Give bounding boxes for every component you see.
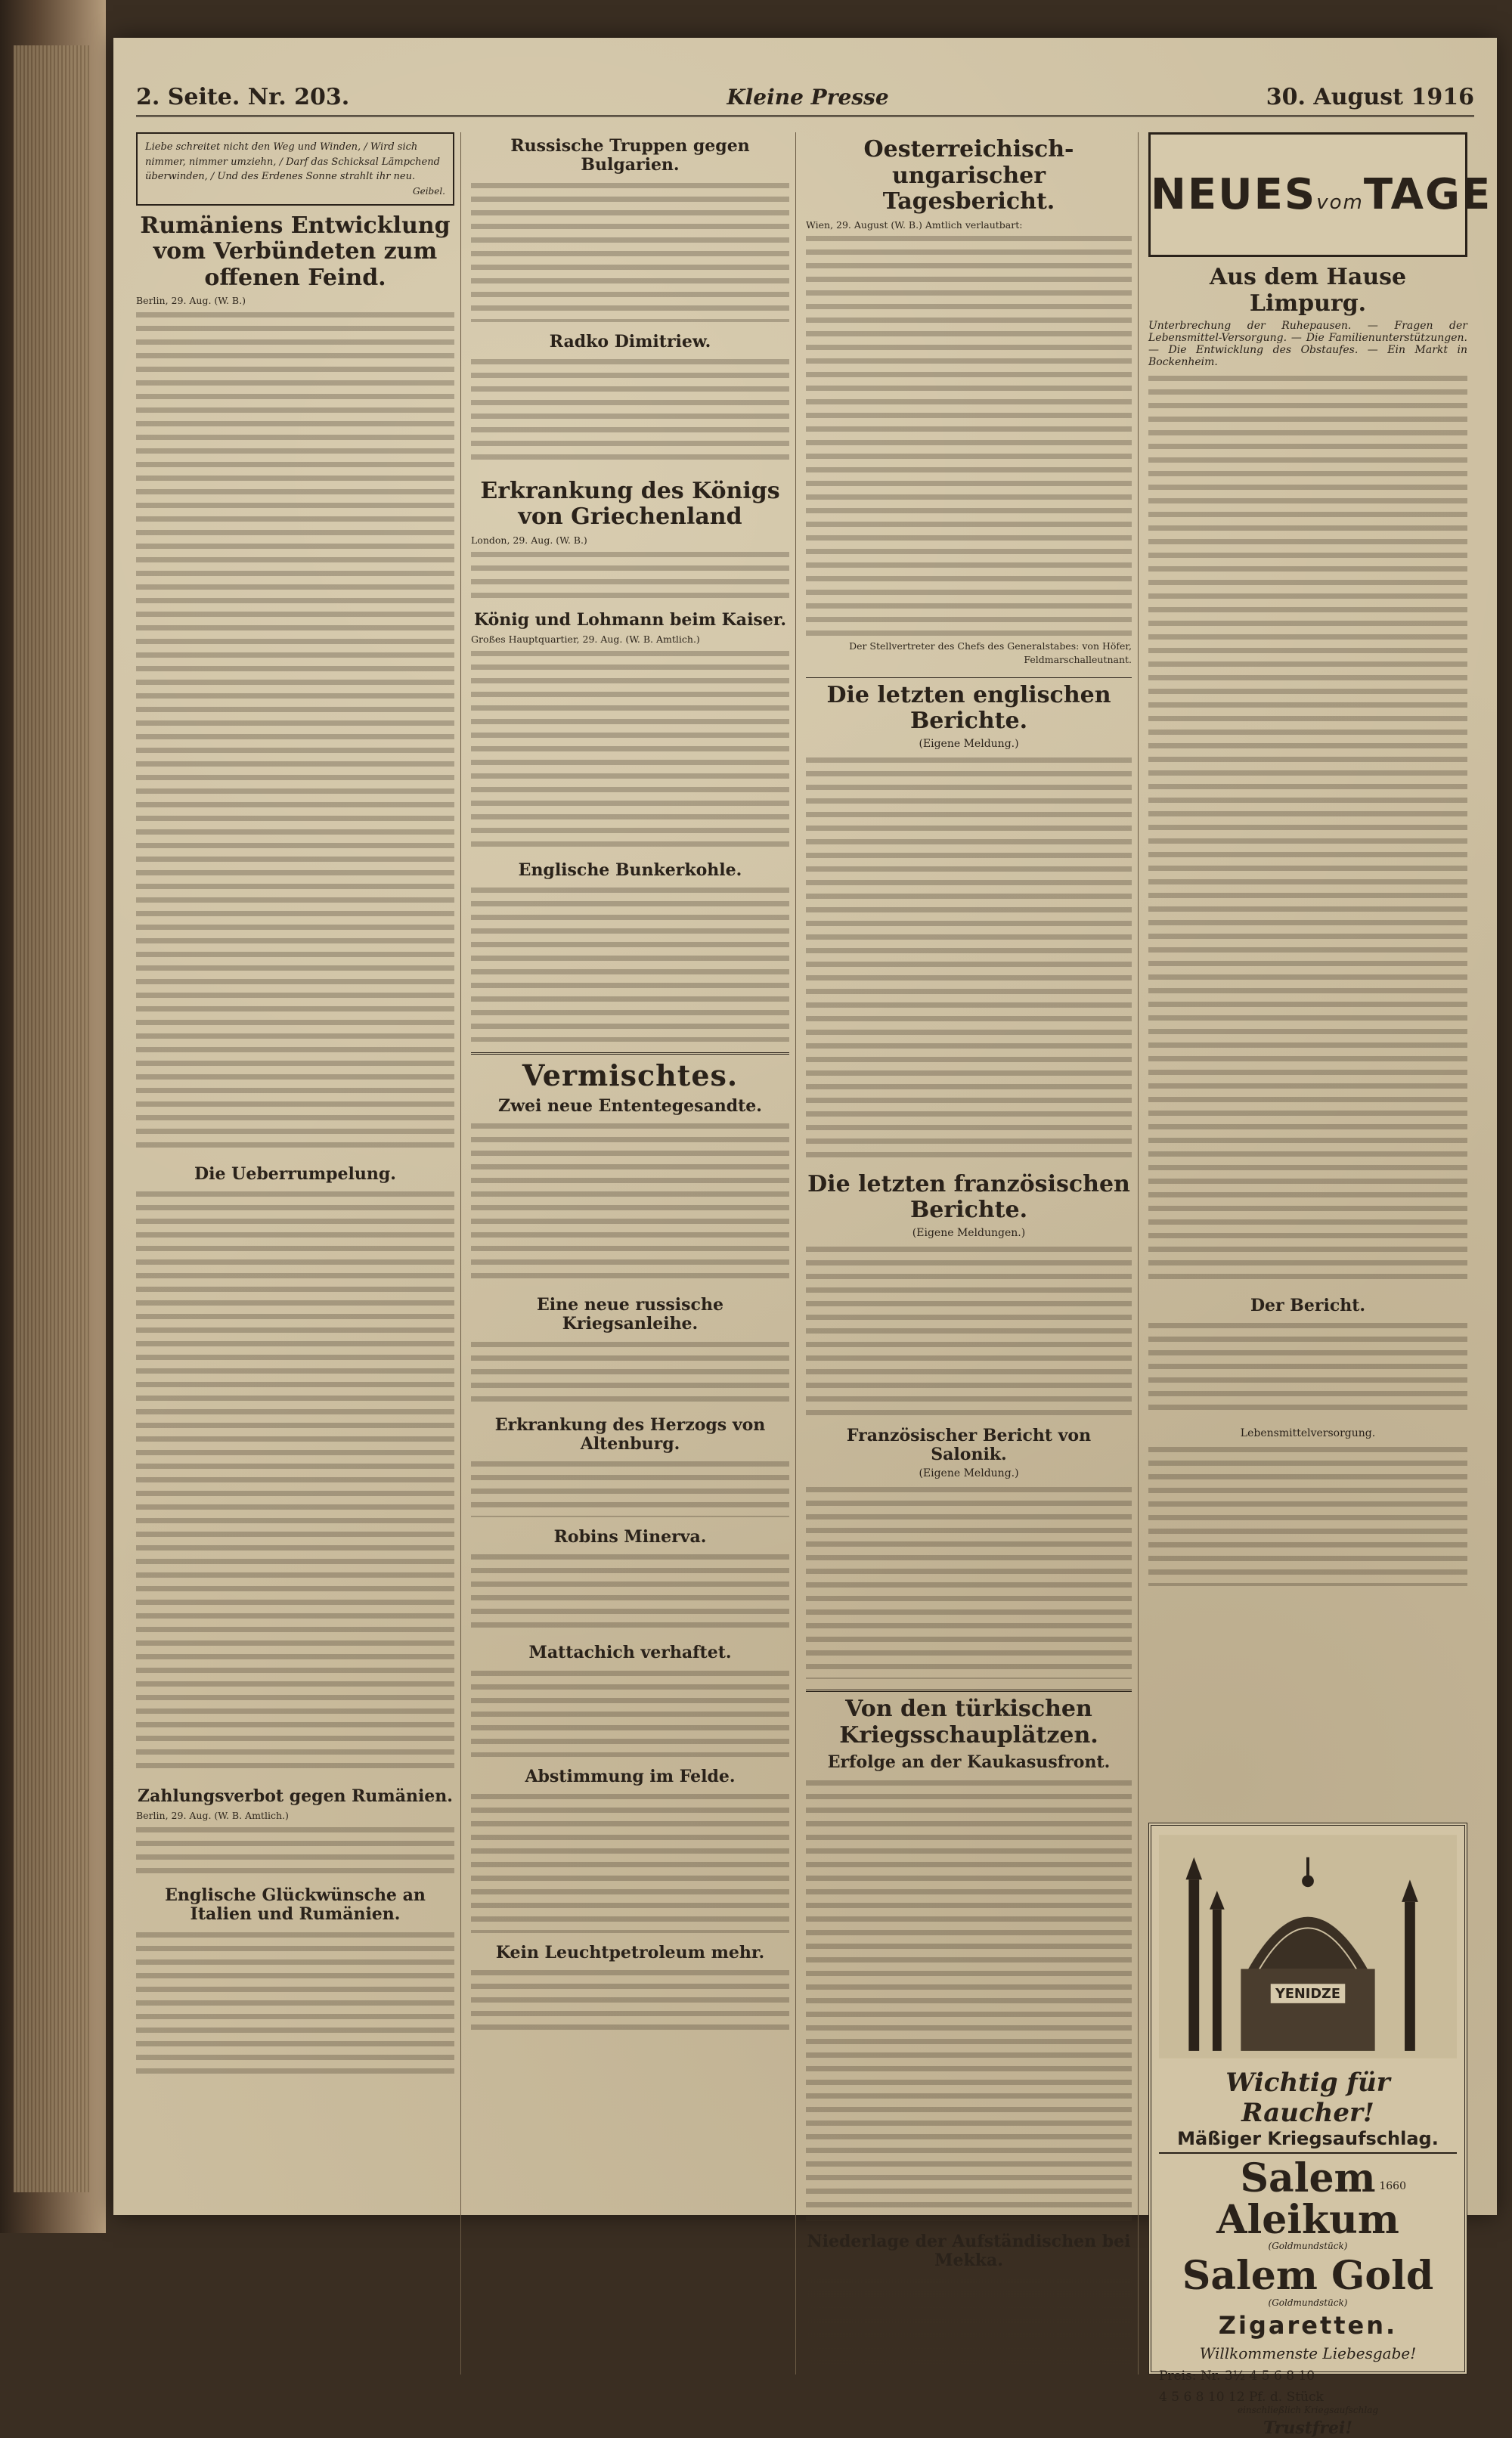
article-body <box>471 646 789 850</box>
headline: Robins Minerva. <box>553 1527 707 1547</box>
dateline: Berlin, 29. Aug. (W. B.) <box>136 295 246 306</box>
ad-headline: Wichtig für Raucher! <box>1225 2068 1390 2129</box>
headline: Niederlage der Aufständischen bei Mekka. <box>807 2231 1131 2270</box>
page-edges <box>14 45 89 2192</box>
article-body <box>806 2273 1132 2364</box>
article-body <box>1148 1442 1467 1586</box>
poem-author: Geibel. <box>413 185 445 197</box>
article-body <box>136 1187 454 1777</box>
headline: Erkrankung des Herzogs von Altenburg. <box>494 1414 766 1454</box>
article-body <box>471 547 789 600</box>
section-title: Vermischtes. <box>522 1058 739 1092</box>
article-body <box>471 1457 789 1517</box>
article-englische-berichte <box>806 683 1132 1161</box>
article-limpurg <box>1148 265 1467 1286</box>
headline: Zahlungsverbot gegen Rumänien. <box>138 1786 453 1807</box>
headline: Die Ueberrumpelung. <box>194 1163 396 1184</box>
subheadline: Erfolge an der Kaukasusfront. <box>827 1752 1111 1773</box>
article-ententegesandte <box>471 1097 789 1285</box>
article-tuerkische-kriegsschauplaetze <box>806 1696 1132 2221</box>
poem-text: Liebe schreitet nicht den Weg und Winden, / Wird sich nimmer, nimmer umziehn, / Darf das Schicksal Lämpchend überwinden, / Und des Erdenes Sonne strahlt ihr neu. <box>145 141 440 182</box>
section-divider <box>471 1052 789 1055</box>
article-dimitriew <box>471 333 789 468</box>
article-leuchtpetroleum <box>471 1944 789 2034</box>
article-body <box>806 1776 1132 2222</box>
article-rumaenien <box>136 213 454 1154</box>
article-body <box>471 1666 789 1757</box>
article-body <box>136 1823 454 1876</box>
subline: (Eigene Meldung.) <box>919 1467 1019 1480</box>
article-griechenland <box>471 479 789 600</box>
headline: Die letzten englischen Berichte. <box>826 681 1111 735</box>
headline: Mattachich verhaftet. <box>528 1643 732 1663</box>
dateline: Wien, 29. August (W. B.) Amtlich verlautbart: <box>806 218 1023 231</box>
article-ueberrumpelung <box>136 1165 454 1777</box>
price-row <box>1159 2368 1457 2384</box>
article-body <box>1148 371 1467 1286</box>
yenidze-factory-illustration <box>1159 1833 1457 2060</box>
price-numbers: Preis: Nr. 3½ 4 5 6 8 10 <box>1159 2368 1315 2384</box>
dateline: Berlin, 29. Aug. (W. B. Amtlich.) <box>136 1810 289 1822</box>
newspaper-name: Kleine Presse <box>727 85 889 110</box>
article-bericht <box>1148 1296 1467 1417</box>
article-body <box>806 1482 1132 1679</box>
divider <box>806 677 1132 678</box>
article-body <box>136 308 454 1154</box>
subheadline: Lebensmittelversorgung. <box>1240 1427 1376 1440</box>
page-number: 1660 <box>1379 2180 1406 2192</box>
column-2 <box>471 132 796 2374</box>
article-kriegsanleihe <box>471 1296 789 1405</box>
headline: Der Bericht. <box>1250 1296 1366 1315</box>
article-body <box>471 178 789 322</box>
article-body <box>471 1966 789 2034</box>
headline: Die letzten französischen Berichte. <box>807 1170 1130 1224</box>
headline: Abstimmung im Felde. <box>525 1766 736 1786</box>
article-body <box>471 1337 789 1405</box>
mast-tage: TAGE <box>1363 169 1492 219</box>
article-oesterreich-bericht <box>806 137 1132 667</box>
column-1 <box>136 132 461 2374</box>
headline: Eine neue russische Kriegsanleihe. <box>537 1294 723 1334</box>
headline: Rumäniens Entwicklung vom Verbündeten zum offenen Feind. <box>140 212 451 291</box>
article-body <box>471 883 789 1042</box>
ad-surcharge: Mäßiger Kriegsaufschlag. <box>1159 2128 1457 2154</box>
mast-vom: vom <box>1316 191 1364 214</box>
column-3 <box>806 132 1139 2374</box>
headline: Zwei neue Ententegesandte. <box>498 1095 762 1116</box>
cigarette-advertisement <box>1148 1823 1467 2438</box>
mast-neues: NEUES <box>1151 169 1317 219</box>
headline: Radko Dimitriew. <box>549 331 711 352</box>
article-salonik <box>806 1427 1132 1680</box>
headline: König und Lohmann beim Kaiser. <box>473 609 787 630</box>
headline: Aus dem Hause Limpurg. <box>1209 264 1407 317</box>
article-mattachich <box>471 1643 789 1756</box>
headline: Kein Leuchtpetroleum mehr. <box>495 1943 765 1963</box>
headline: Oesterreichisch-ungarischer Tagesbericht. <box>863 136 1074 215</box>
dateline: Großes Hauptquartier, 29. Aug. (W. B. Amtlich.) <box>471 633 700 645</box>
signature: Der Stellvertreter des Chefs des Generalstabes: von Höfer, Feldmarschalleutnant. <box>849 640 1132 665</box>
running-header <box>136 79 1474 117</box>
price-values: 4 5 6 8 10 12 Pf. d. Stück <box>1159 2390 1324 2405</box>
subline: Unterbrechung der Ruhepausen. — Fragen der Lebensmittel-Versorgung. — Die Familienunterstützungen. — Die Entwicklung des Obstaufes. — Ein Markt in Bockenheim. <box>1148 320 1467 368</box>
issue-date: 30. August 1916 <box>1266 84 1474 110</box>
article-body <box>806 1242 1132 1416</box>
product-type: Zigaretten. <box>1218 2311 1398 2340</box>
poem-box <box>136 132 454 206</box>
article-altenburg <box>471 1416 789 1518</box>
headline: Französischer Bericht von Salonik. <box>846 1425 1092 1465</box>
factory-label: YENIDZE <box>1275 1987 1341 2003</box>
brand-note-2: (Goldmundstück) <box>1268 2297 1348 2309</box>
article-koenig-lohmann <box>471 611 789 850</box>
subline: (Eigene Meldungen.) <box>912 1226 1026 1239</box>
article-russische-truppen <box>471 137 789 322</box>
headline: Erkrankung des Königs von Griechenland <box>480 477 780 531</box>
article-body <box>136 1928 454 2079</box>
article-body <box>806 753 1132 1161</box>
column-4 <box>1148 132 1492 2438</box>
trust-free: Trustfrei! <box>1263 2418 1352 2438</box>
article-bunkerkohle <box>471 861 789 1042</box>
brand-salem-gold: Salem Gold <box>1182 2253 1434 2300</box>
headline: Von den türkischen Kriegsschauplätzen. <box>839 1696 1098 1749</box>
article-abstimmung <box>471 1767 789 1933</box>
article-glueckwuensche <box>136 1886 454 2079</box>
section-divider <box>806 1690 1132 1692</box>
article-lebensmittel <box>1148 1427 1467 1586</box>
headline: Englische Glückwünsche an Italien und Rumänien. <box>165 1885 426 1925</box>
article-body <box>471 1789 789 1933</box>
newspaper-page <box>113 38 1497 2438</box>
brand-note-1: (Goldmundstück) <box>1268 2241 1348 2252</box>
article-body <box>471 1550 789 1633</box>
dateline: London, 29. Aug. (W. B.) <box>471 534 587 546</box>
section-masthead <box>1148 132 1492 257</box>
article-minerva <box>471 1528 789 1633</box>
article-zahlungsverbot <box>136 1787 454 1876</box>
headline: Englische Bunkerkohle. <box>518 860 742 880</box>
ad-slogan: Willkommenste Liebesgabe! <box>1199 2344 1417 2363</box>
article-body <box>806 231 1132 640</box>
subline: (Eigene Meldung.) <box>919 737 1019 750</box>
book-binding <box>0 0 106 2233</box>
headline: Russische Truppen gegen Bulgarien. <box>510 136 750 175</box>
tax-note: einschließlich Kriegsaufschlag <box>1237 2405 1379 2416</box>
article-body <box>471 1119 789 1285</box>
article-body <box>471 355 789 468</box>
article-body <box>1148 1318 1467 1417</box>
section-title <box>1151 169 1492 219</box>
page-label: 2. Seite. Nr. 203. <box>136 84 350 110</box>
brand-salem-aleikum: Salem Aleikum <box>1216 2155 1399 2243</box>
article-franzoesische-berichte <box>806 1172 1132 1416</box>
article-mekka <box>806 2232 1132 2365</box>
price-row-2 <box>1159 2390 1457 2405</box>
